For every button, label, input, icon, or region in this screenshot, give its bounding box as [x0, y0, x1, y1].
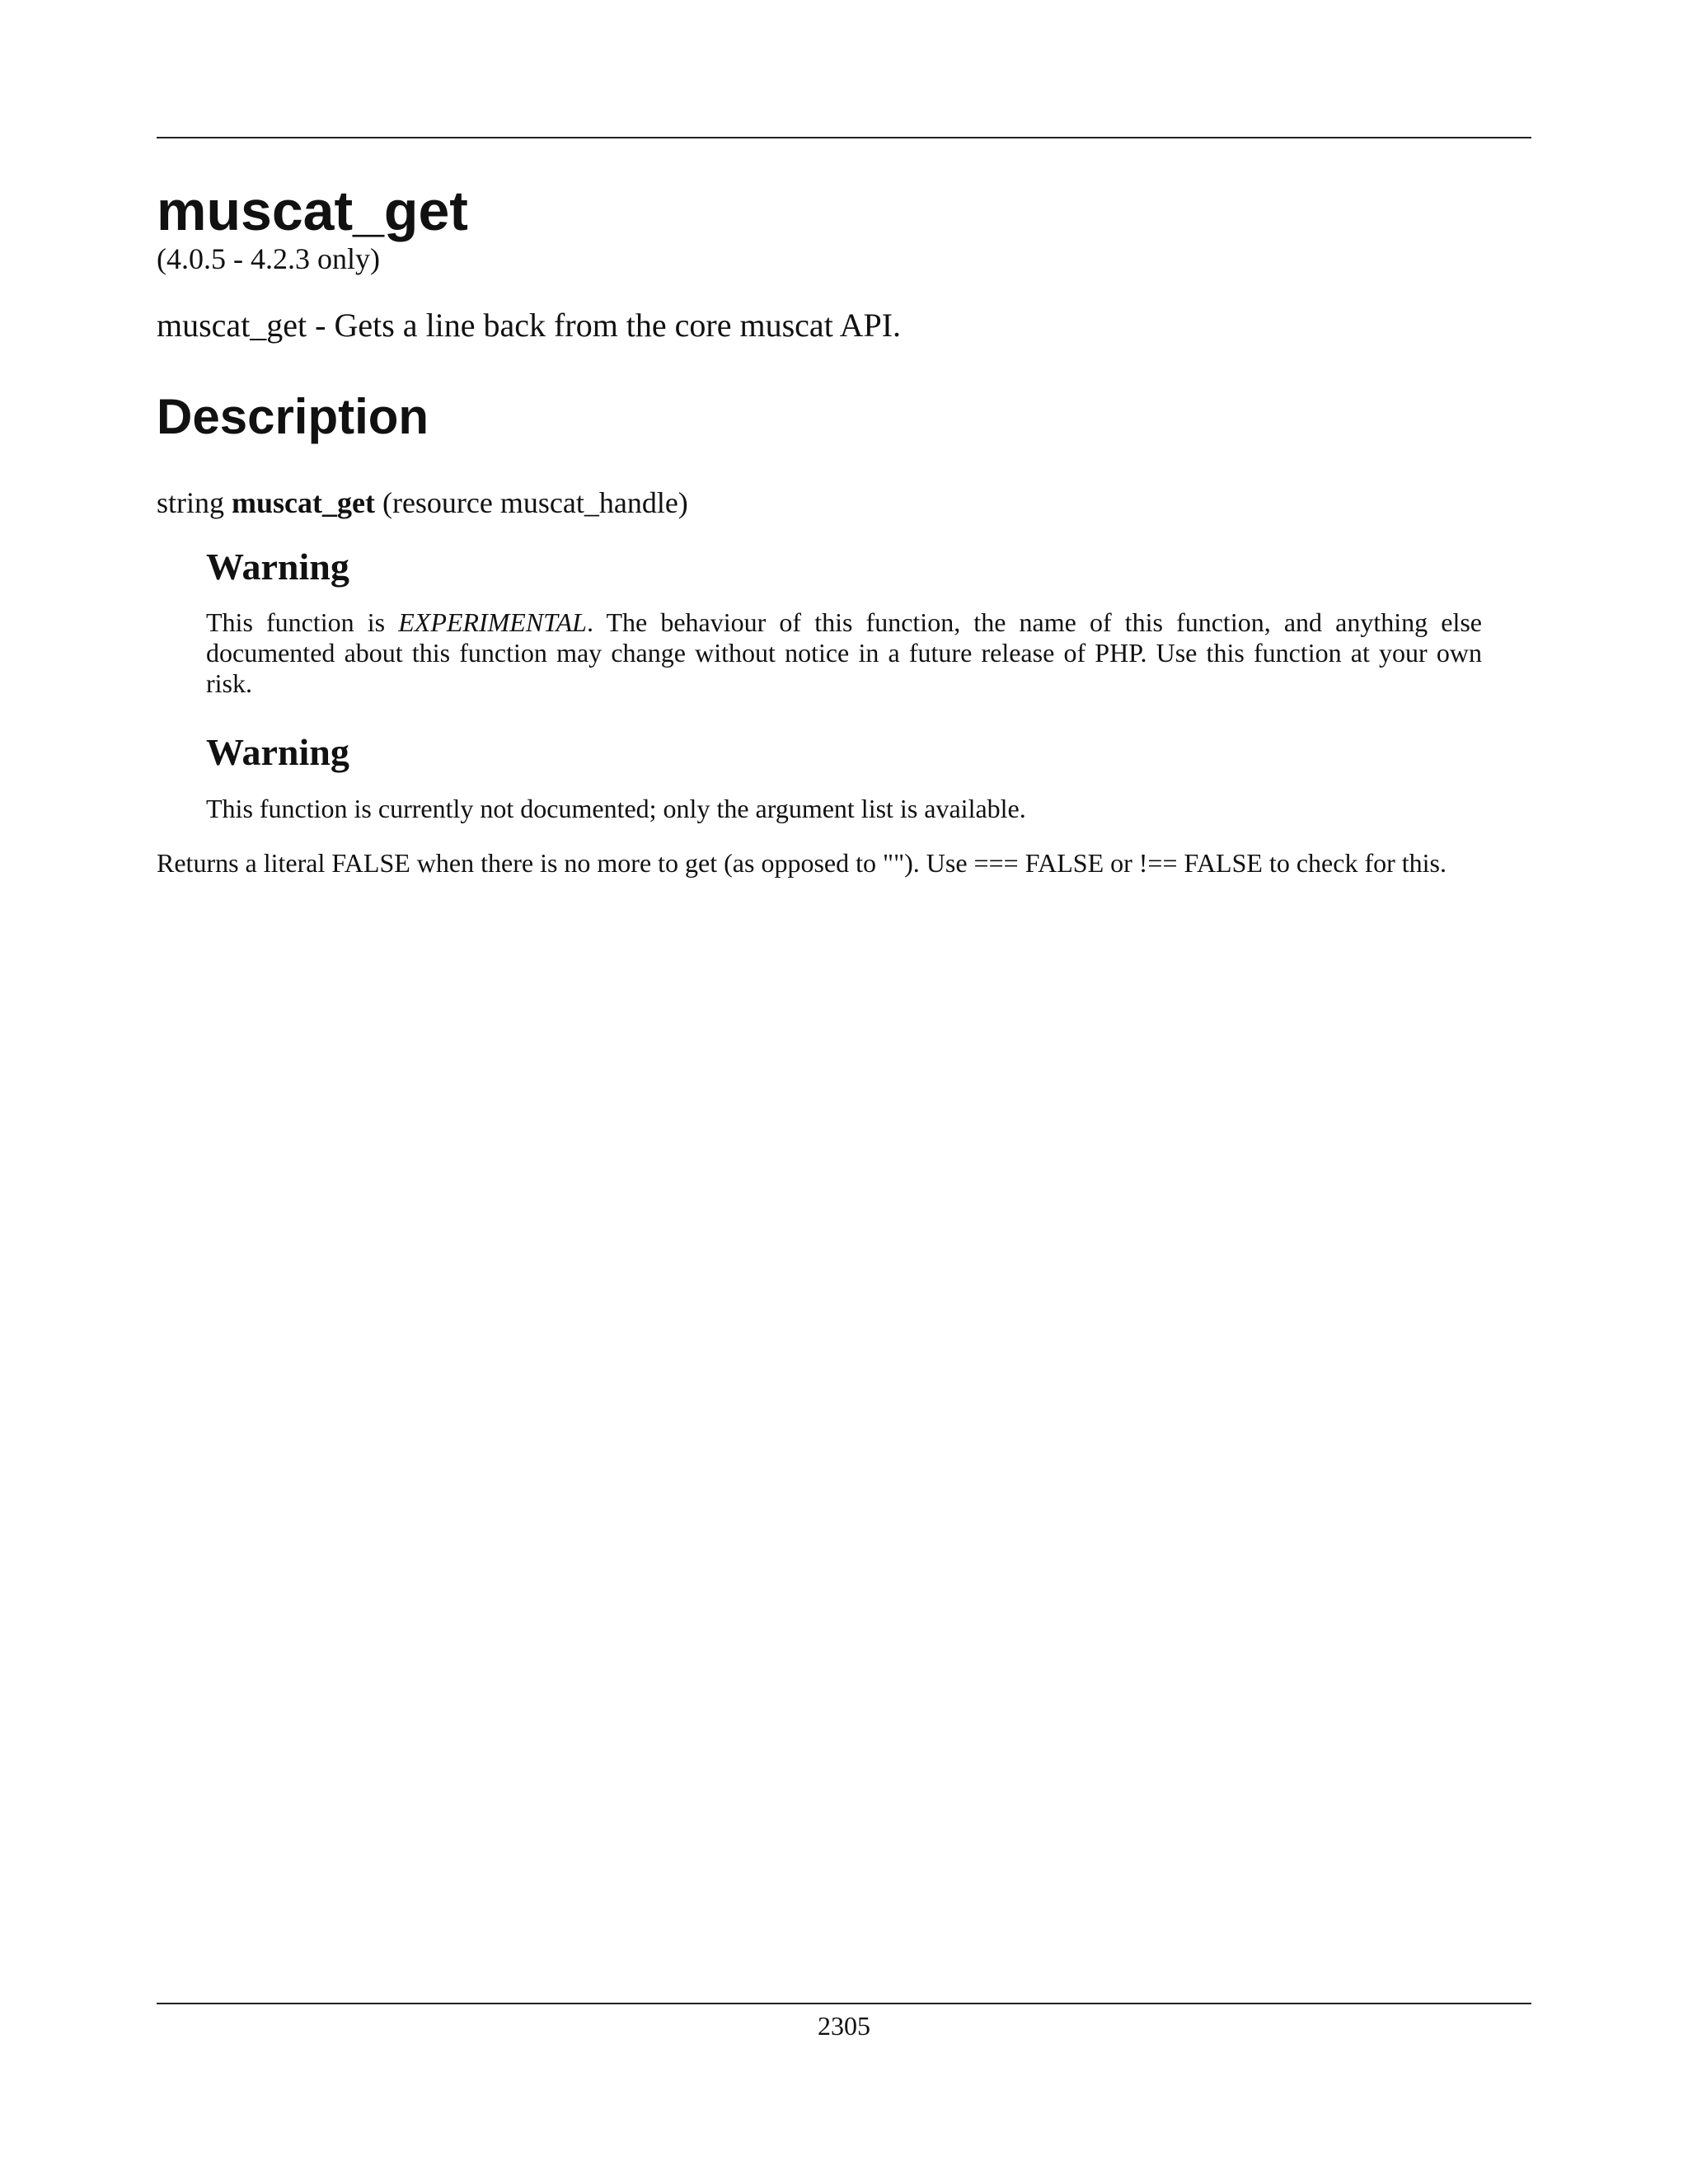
version-info: (4.0.5 - 4.2.3 only)	[157, 242, 380, 275]
synopsis-function-name: muscat_get	[232, 486, 375, 520]
header-rule	[157, 137, 1531, 138]
warning-heading: Warning	[206, 545, 349, 588]
experimental-emphasis: EXPERIMENTAL	[398, 607, 587, 638]
experimental-warning	[206, 546, 1482, 700]
warning-heading: Warning	[206, 731, 349, 774]
warning-text-start: This function is	[206, 607, 399, 638]
function-synopsis	[157, 485, 1531, 521]
warning-text	[206, 607, 1482, 699]
function-summary: muscat_get - Gets a line back from the core muscat API.	[157, 307, 902, 344]
undocumented-warning	[206, 732, 1482, 824]
warning-text-end: . The behaviour of this function, the name of this function, and anything else documented about this function may change without notice in a future release of PHP. Use this function at your own risk.	[206, 607, 1483, 699]
warning-text: This function is currently not documented; only the argument list is available.	[206, 793, 1026, 823]
return-type: string	[157, 486, 225, 520]
function-title: muscat_get	[157, 180, 468, 242]
return-value-text: Returns a literal FALSE when there is no more to get (as opposed to ""). Use === FALSE or !== FALSE to check for this.	[157, 847, 1447, 878]
document-body	[157, 180, 1531, 879]
synopsis-params: (resource muscat_handle)	[382, 486, 688, 520]
page-number: 2305	[818, 2011, 870, 2041]
footer-rule	[157, 2003, 1531, 2004]
description-heading: Description	[157, 389, 429, 445]
